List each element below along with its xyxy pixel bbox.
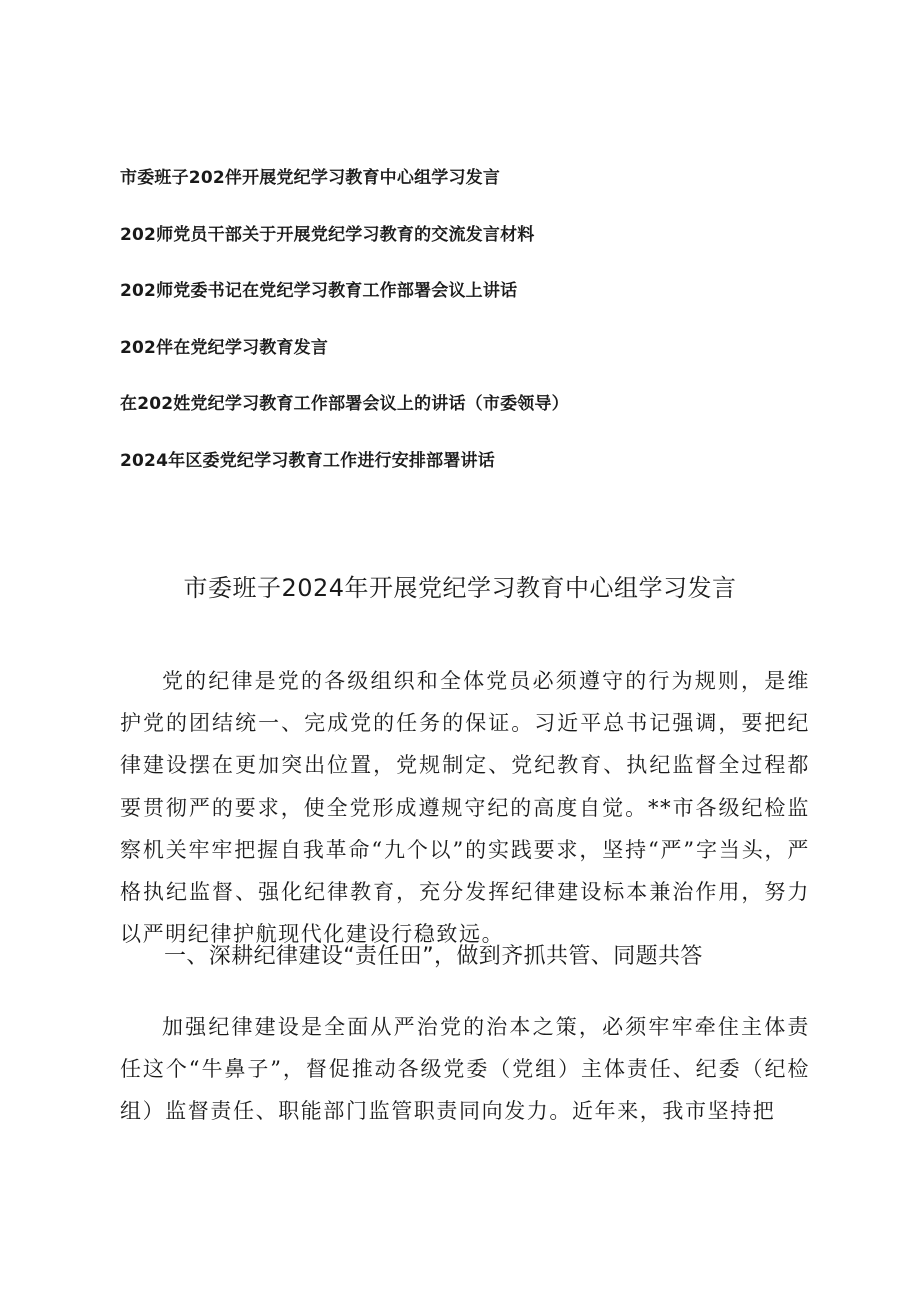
document-title: 市委班子2024年开展党纪学习教育中心组学习发言: [183, 574, 737, 602]
toc-item-4[interactable]: 202伴在党纪学习教育发言: [120, 337, 329, 358]
toc-item-2[interactable]: 202师党员干部关于开展党纪学习教育的交流发言材料: [120, 224, 535, 245]
toc-item-6[interactable]: 2024年区委党纪学习教育工作进行安排部署讲话: [120, 450, 495, 471]
toc-item-3[interactable]: 202师党委书记在党纪学习教育工作部署会议上讲话: [120, 281, 518, 301]
table-of-contents: [120, 163, 820, 502]
section-heading-1: 一、深耕纪律建设“责任田”，做到齐抓共管、同题共答: [164, 944, 703, 969]
toc-item-5[interactable]: 在202姓党纪学习教育工作部署会议上的讲话（市委领导）: [120, 394, 569, 414]
body-paragraph-2: 加强纪律建设是全面从严治党的治本之策，必须牢牢牵住主体责任这个“牛鼻子”，督促推动各级党委（党组）主体责任、纪委（纪检组）监督责任、职能部门监管职责同向发力。近年来，我市坚持把: [120, 1015, 810, 1124]
toc-item-1[interactable]: 市委班子202伴开展党纪学习教育中心组学习发言: [120, 168, 501, 188]
body-paragraph-1: 党的纪律是党的各级组织和全体党员必须遵守的行为规则，是维护党的团结统一、完成党的任务的保证。习近平总书记强调，要把纪律建设摆在更加突出位置，党规制定、党纪教育、执纪监督全过程都要贯彻严的要求，使全党形成遵规守纪的高度自觉。**市各级纪检监察机关牢牢把握自我革命“九个以”的实践要求，坚持“严”字当头，严格执纪监督、强化纪律教育，充分发挥纪律建设标本兼治作用，努力以严明纪律护航现代化建设行稳致远。: [120, 669, 810, 947]
